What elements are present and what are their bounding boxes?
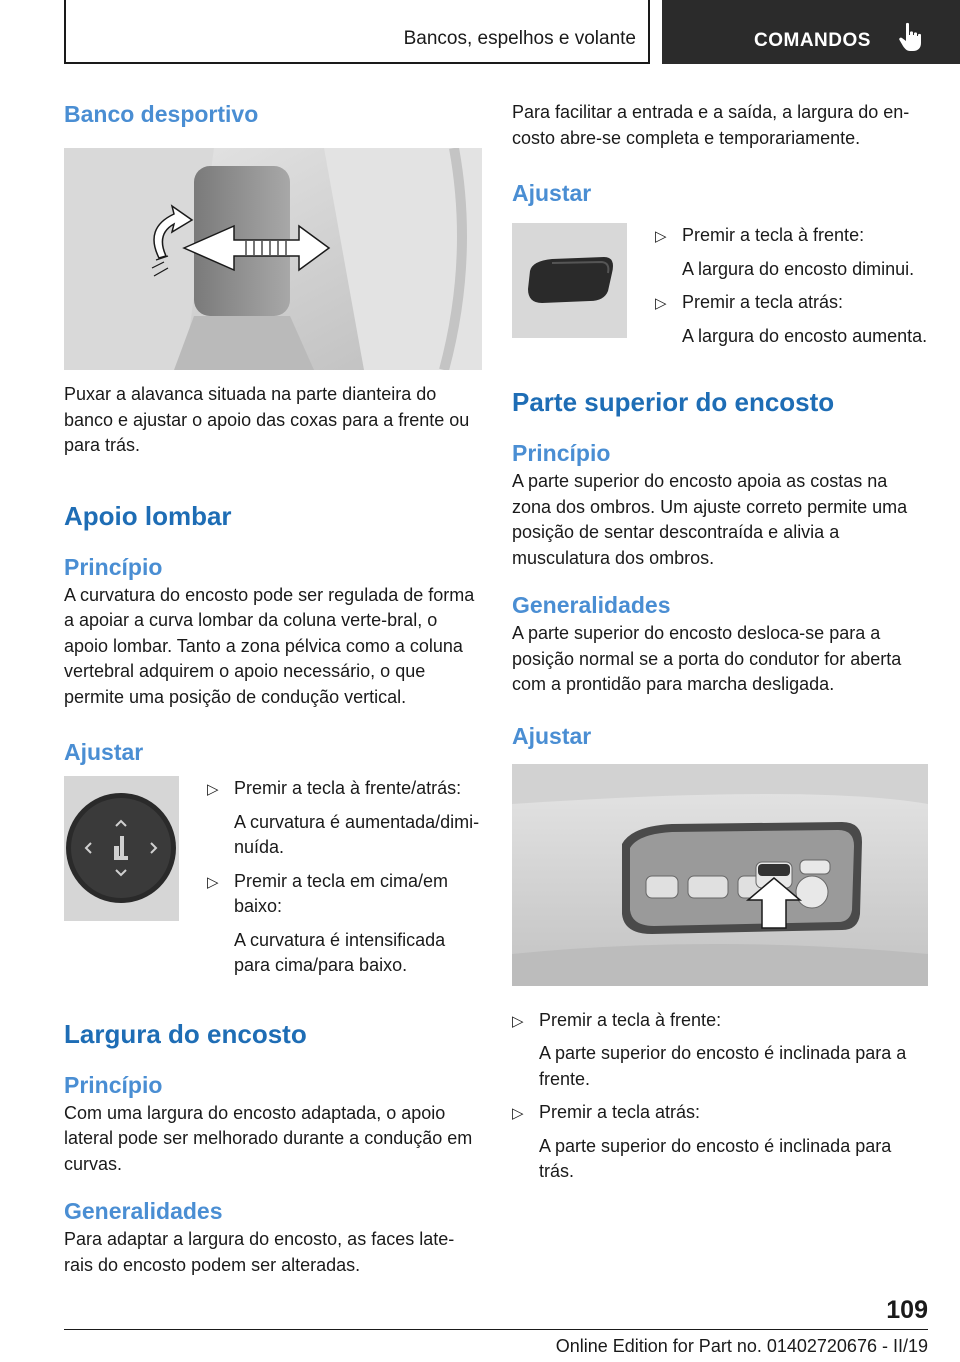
- chapter-tab-label: COMANDOS: [754, 30, 871, 51]
- step-action: Premir a tecla atrás:: [539, 1102, 701, 1122]
- seat-switch-panel-arrow-photo: [512, 764, 928, 986]
- step-action: Premir a tecla à frente:: [539, 1009, 722, 1030]
- bullet-triangle-icon: ▷: [655, 295, 667, 312]
- page-header: [64, 0, 960, 64]
- bullet-triangle-icon: ▷: [207, 873, 219, 891]
- left-column: [64, 100, 482, 1278]
- upper-adjust-heading: Ajustar: [512, 722, 592, 749]
- step-result: A curvatura é aumentada/dimi-nuída.: [234, 811, 480, 857]
- upper-general-heading: Generalidades: [512, 592, 671, 618]
- sport-seat-heading: Banco desportivo: [64, 101, 259, 127]
- hand-pointer-icon: [898, 22, 924, 52]
- backrest-width-button-photo: [512, 223, 627, 338]
- lumbar-adjust-heading: Ajustar: [64, 739, 144, 765]
- upper-principle-text: A parte superior do encosto apoia as costas na zona dos ombros. Um ajuste correto permite uma posição de sentar descontraída e alivia a musculatura dos ombros.: [512, 471, 908, 568]
- list-item: [512, 1100, 930, 1185]
- width-general-heading: Generalidades: [64, 1198, 223, 1224]
- seat-thigh-support-lever-photo: [64, 148, 482, 370]
- width-continued-text: Para facilitar a entrada e a saída, a largura do en-costo abre-se completa e temporariamente.: [512, 102, 910, 148]
- width-heading: Largura do encosto: [64, 1018, 307, 1049]
- list-item: [655, 223, 930, 282]
- lumbar-steps: [179, 776, 482, 979]
- list-item: [655, 290, 930, 349]
- header-section-box: [64, 0, 650, 64]
- upper-heading: Parte superior do encosto: [512, 387, 835, 417]
- lumbar-thumb: [64, 776, 179, 921]
- bullet-triangle-icon: ▷: [207, 781, 219, 798]
- width-general-text: Para adaptar a largura do encosto, as faces late-rais do encosto podem ser alteradas.: [64, 1229, 455, 1275]
- step-action: Premir a tecla em cima/em baixo:: [234, 870, 449, 916]
- width-adjust-block: [512, 223, 930, 349]
- sport-seat-figure: [64, 148, 482, 370]
- right-column: [512, 100, 930, 1185]
- width-principle-text: Com uma largura do encosto adaptada, o apoio lateral pode ser melhorado durante a condução em curvas.: [64, 1102, 473, 1174]
- lumbar-principle-heading: Princípio: [64, 553, 163, 580]
- upper-adjust-figure: [512, 764, 928, 986]
- list-item: [207, 776, 482, 861]
- bullet-triangle-icon: ▷: [512, 1012, 524, 1030]
- width-steps: [627, 223, 930, 349]
- width-adjust-heading: Ajustar: [512, 180, 592, 206]
- width-principle-heading: Princípio: [64, 1071, 163, 1098]
- footer-divider: [64, 1329, 928, 1330]
- step-action: Premir a tecla atrás:: [682, 292, 844, 312]
- sport-seat-text: Puxar a alavanca situada na parte dianteira do banco e ajustar o apoio das coxas para a frente ou para trás.: [64, 384, 470, 455]
- list-item: [512, 1008, 930, 1093]
- lumbar-heading: Apoio lombar: [64, 500, 232, 531]
- upper-general-text: A parte superior do encosto desloca-se para a posição normal se a porta do condutor for aberta com a prontidão para marcha desligada.: [512, 623, 902, 694]
- header-chapter-tab[interactable]: [662, 0, 960, 64]
- step-result: A parte superior do encosto é inclinada para trás.: [539, 1135, 892, 1181]
- page-number: 109: [886, 1296, 928, 1324]
- list-item: [207, 869, 482, 979]
- lumbar-control-knob-photo: [64, 776, 179, 921]
- lumbar-adjust-block: [64, 776, 482, 979]
- header-section-title: Bancos, espelhos e volante: [403, 28, 636, 49]
- step-action: Premir a tecla à frente/atrás:: [234, 778, 462, 798]
- step-action: Premir a tecla à frente:: [682, 225, 865, 245]
- lumbar-principle-text: A curvatura do encosto pode ser regulada de forma a apoiar a curva lombar da coluna verte-bral, o apoio lombar. Tanto a zona pélvica como a coluna vertebral adquirem o apoio necessário, o que permite uma posição de condução vertical.: [64, 584, 475, 707]
- bullet-triangle-icon: ▷: [655, 228, 667, 245]
- upper-principle-heading: Princípio: [512, 440, 611, 466]
- footer-edition-note: Online Edition for Part no. 01402720676 - II/19: [555, 1336, 928, 1356]
- upper-steps: [512, 1008, 930, 1185]
- step-result: A largura do encosto diminui.: [682, 258, 915, 279]
- step-result: A largura do encosto aumenta.: [682, 325, 928, 346]
- width-thumb: [512, 223, 627, 338]
- step-result: A curvatura é intensificada para cima/para baixo.: [234, 929, 446, 975]
- step-result: A parte superior do encosto é inclinada para a frente.: [539, 1043, 907, 1089]
- bullet-triangle-icon: ▷: [512, 1105, 524, 1122]
